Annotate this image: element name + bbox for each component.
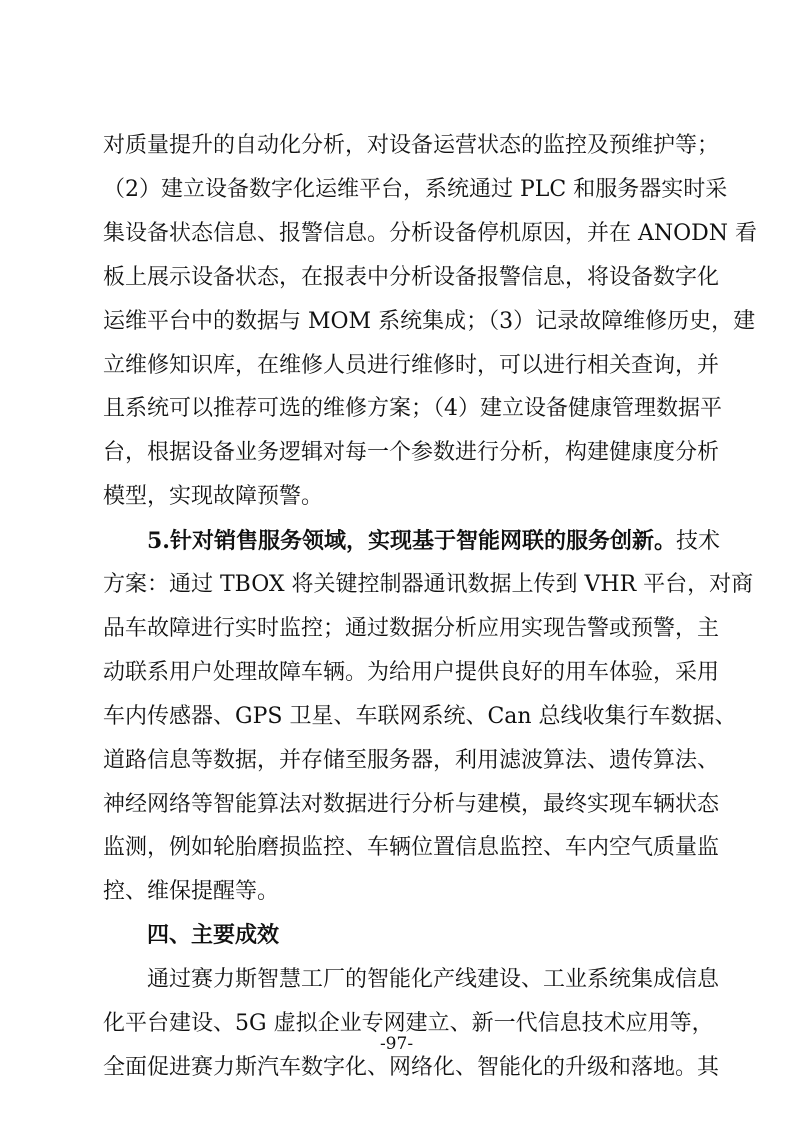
paragraph-1-line-7: 且系统可以推荐可选的维修方案；（4）建立设备健康管理数据平	[103, 396, 722, 421]
paragraph-2-line-8: 监测，例如轮胎磨损监控、车辆位置信息监控、车内空气质量监	[103, 835, 720, 860]
paragraph-2-line-2: 方案：通过 TBOX 将关键控制器通讯数据上传到 VHR 平台，对商	[103, 572, 754, 597]
paragraph-1-line-4: 板上展示设备状态，在报表中分析设备报警信息，将设备数字化	[103, 265, 720, 290]
paragraph-1-line-8: 台，根据设备业务逻辑对每一个参数进行分析，构建健康度分析	[103, 440, 720, 465]
paragraph-1-line-9: 模型，实现故障预警。	[103, 484, 324, 509]
paragraph-2-line-4: 动联系用户处理故障车辆。为给用户提供良好的用车体验，采用	[103, 660, 720, 685]
paragraph-1-line-5: 运维平台中的数据与 MOM 系统集成；（3）记录故障维修历史，建	[103, 309, 756, 334]
paragraph-2-line-6: 道路信息等数据，并存储至服务器，利用滤波算法、遗传算法、	[103, 748, 720, 773]
paragraph-1-line-6: 立维修知识库，在维修人员进行维修时，可以进行相关查询，并	[103, 353, 720, 378]
paragraph-2-line-1	[147, 525, 720, 557]
paragraph-2-line-9: 控、维保提醒等。	[103, 879, 280, 904]
paragraph-2-bold-heading: 5.针对销售服务领域，实现基于智能网联的服务创新。	[147, 528, 676, 554]
paragraph-2-line-7: 神经网络等智能算法对数据进行分析与建模，最终实现车辆状态	[103, 792, 720, 817]
page-number: -97-	[379, 1034, 414, 1054]
paragraph-2-line-3: 品车故障进行实时监控；通过数据分析应用实现告警或预警，主	[103, 616, 720, 641]
paragraph-1-line-1: 对质量提升的自动化分析，对设备运营状态的监控及预维护等；	[103, 133, 720, 158]
section-heading: 四、主要成效	[147, 923, 280, 948]
paragraph-3-line-2: 化平台建设、5G 虚拟企业专网建立、新一代信息技术应用等，	[103, 1011, 714, 1036]
paragraph-1-line-2: （2）建立设备数字化运维平台，系统通过 PLC 和服务器实时采	[103, 177, 728, 202]
paragraph-3-line-3: 全面促进赛力斯汽车数字化、网络化、智能化的升级和落地。其	[103, 1055, 720, 1080]
paragraph-3-line-1: 通过赛力斯智慧工厂的智能化产线建设、工业系统集成信息	[147, 967, 720, 992]
paragraph-2-line-1-rest: 技术	[675, 529, 720, 554]
paragraph-1-line-3: 集设备状态信息、报警信息。分析设备停机原因，并在 ANODN 看	[103, 221, 758, 246]
paragraph-2-line-5: 车内传感器、GPS 卫星、车联网系统、Can 总线收集行车数据、	[103, 704, 737, 729]
